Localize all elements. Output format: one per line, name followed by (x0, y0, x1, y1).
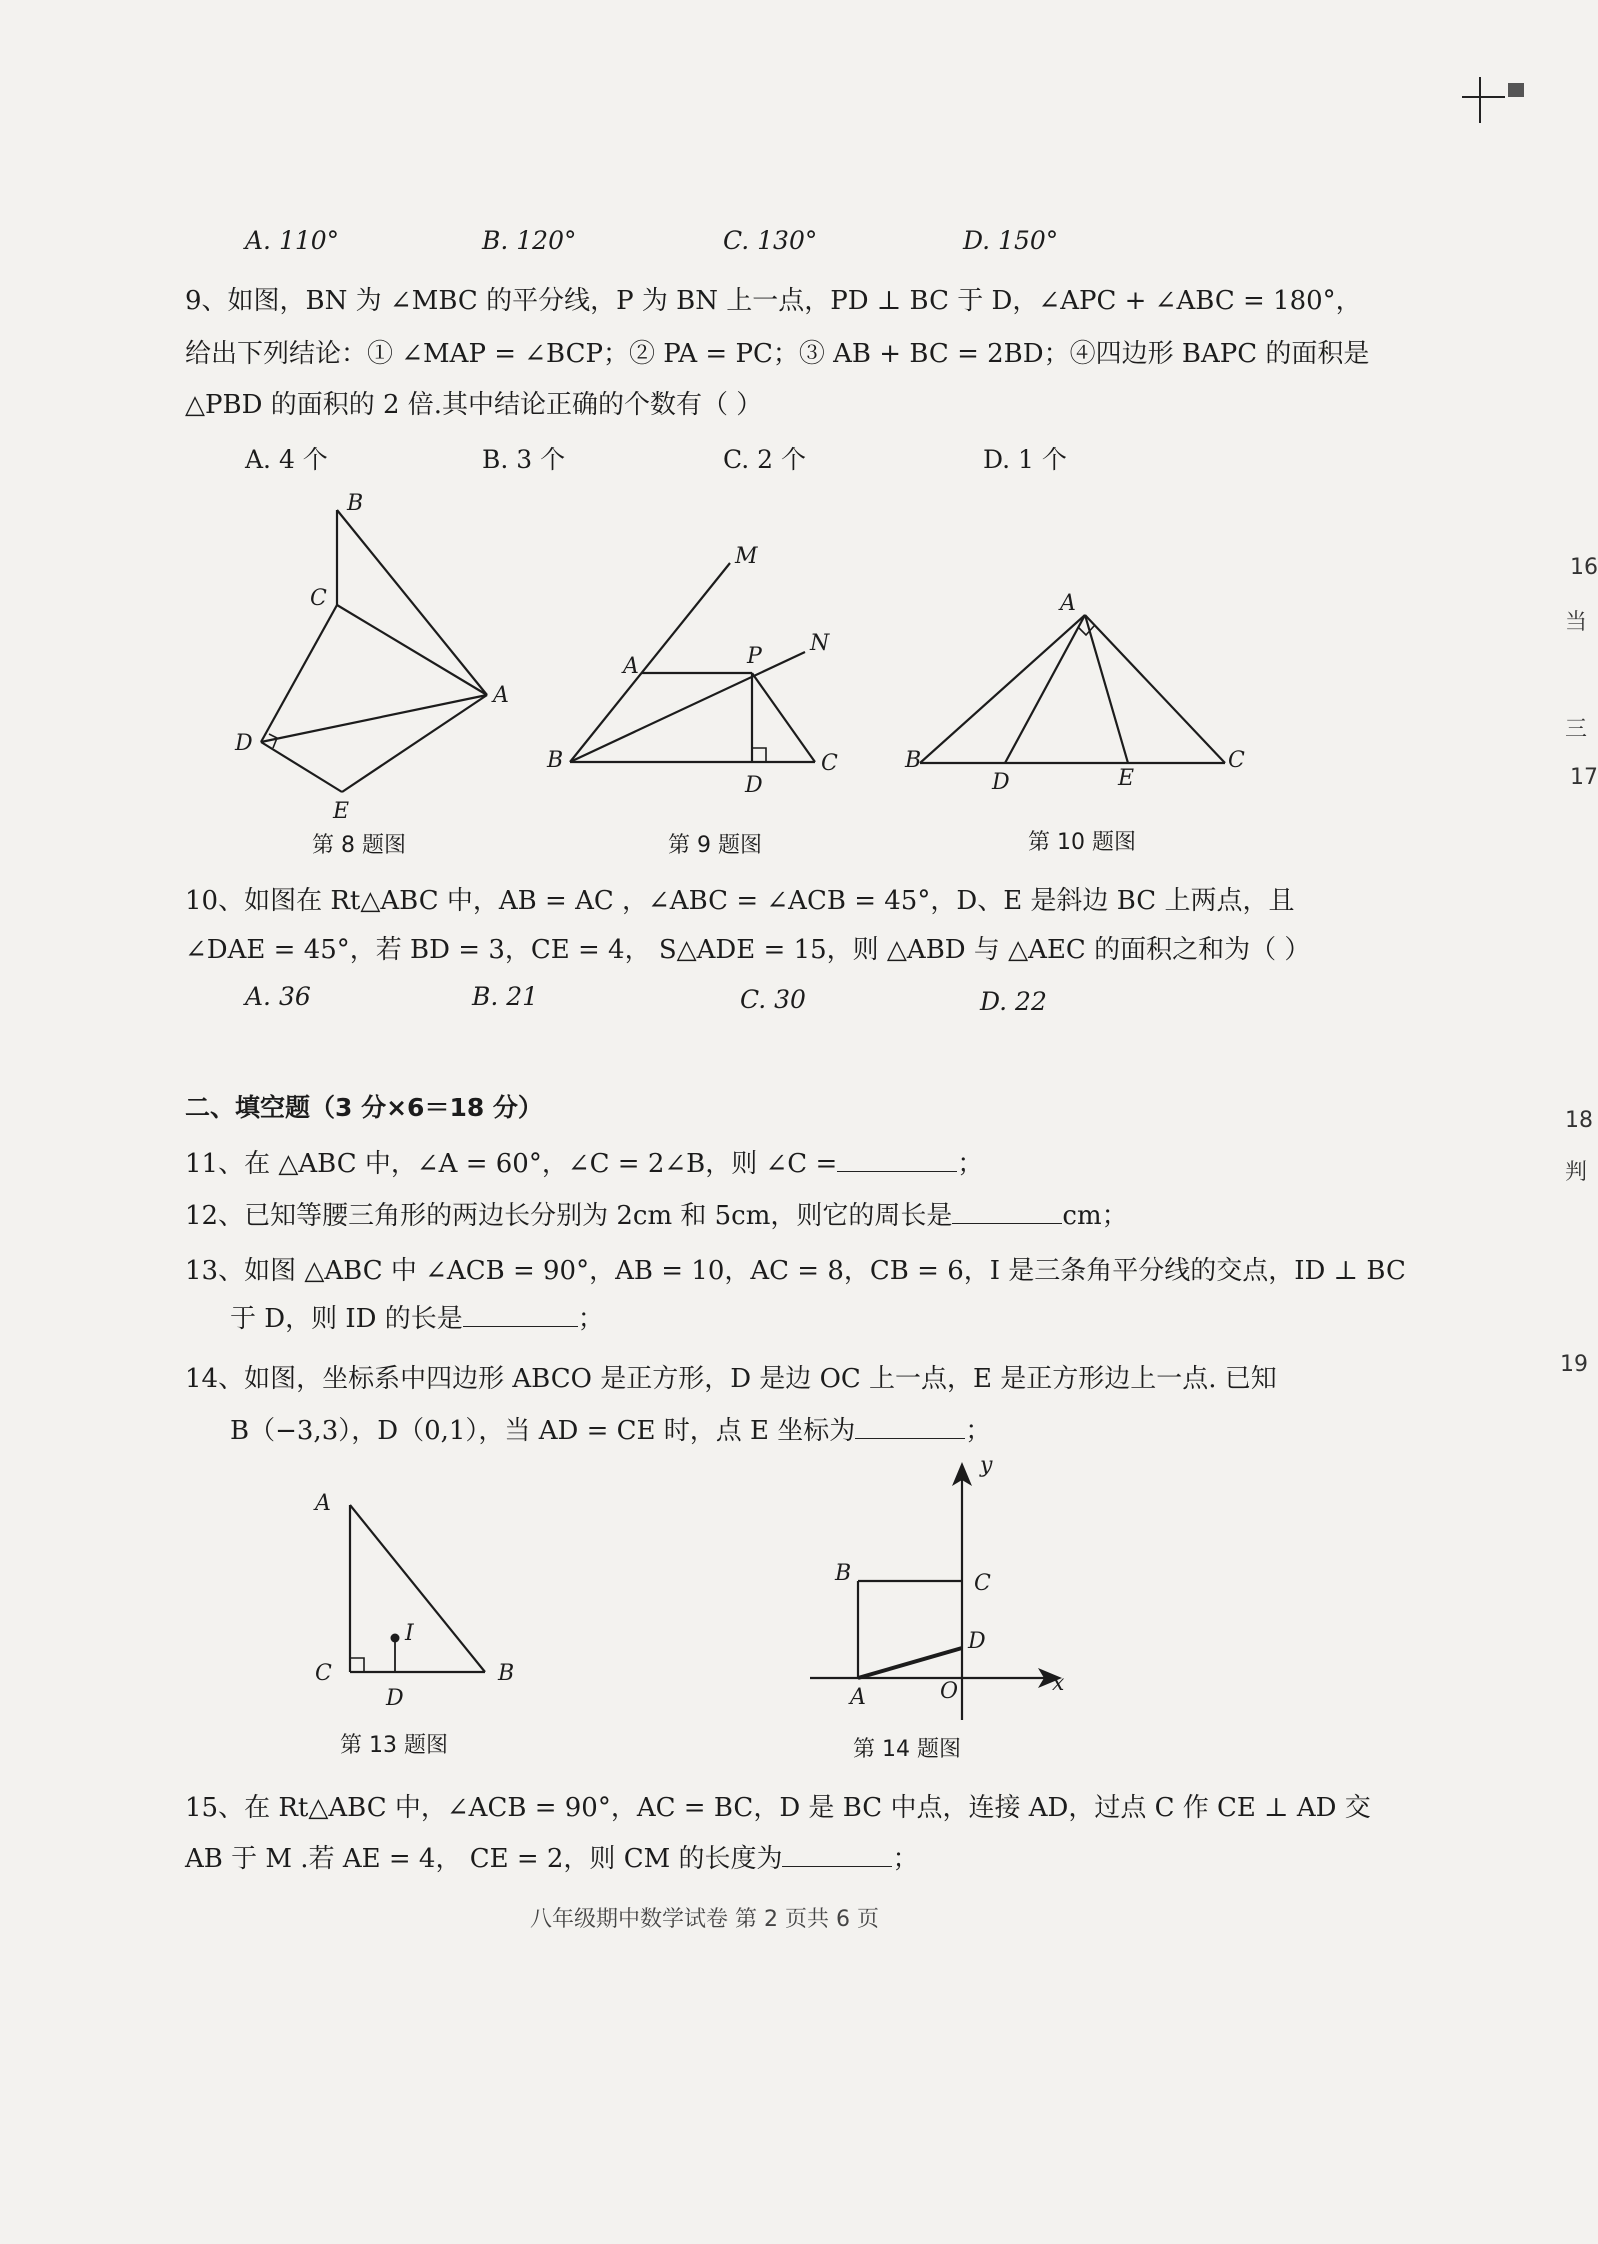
q14-text: B（−3,3），D（0,1），当 AD = CE 时，点 E 坐标为 (230, 1416, 856, 1446)
q11 (185, 1143, 983, 1180)
figure-13 (300, 1480, 540, 1720)
q11-end: ； (957, 1149, 984, 1179)
q14-line-2 (230, 1410, 991, 1447)
q15-line-1: 15、在 Rt△ABC 中，∠ACB = 90°，AC = BC，D 是 BC 中点，连接 AD，过点 C 作 CE ⊥ AD 交 (185, 1793, 1371, 1823)
q10-line-2: ∠DAE = 45°，若 BD = 3，CE = 4， S△ADE = 15，则 △ABD 与 △AEC 的面积之和为（ ） (185, 935, 1311, 965)
q9-option-a: A. 4 个 (245, 445, 328, 474)
fig13-label-c: C (315, 1661, 332, 1686)
fig9-caption: 第 9 题图 (668, 833, 762, 858)
right-edge-fragment-18: 18 (1565, 1108, 1593, 1133)
q8-option-b: B. 120° (482, 226, 577, 255)
fig10-caption: 第 10 题图 (1028, 830, 1136, 855)
q15-answer-blank[interactable] (782, 1844, 892, 1867)
q12-text: 12、已知等腰三角形的两边长分别为 2cm 和 5cm，则它的周长是 (185, 1201, 953, 1231)
q10-option-b: B. 21 (472, 982, 539, 1011)
fig10-label-e: E (1118, 766, 1135, 791)
fig14-caption: 第 14 题图 (853, 1737, 961, 1762)
q13-text: 于 D，则 ID 的长是 (230, 1304, 463, 1334)
q9-line-3: △PBD 的面积的 2 倍.其中结论正确的个数有（ ） (185, 390, 763, 420)
q15-line-2 (185, 1838, 919, 1875)
fig8-label-c: C (310, 586, 327, 611)
fig14-label-o: O (940, 1679, 959, 1704)
q11-text: 11、在 △ABC 中，∠A = 60°，∠C = 2∠B，则 ∠C = (185, 1149, 838, 1179)
fig9-label-c: C (821, 751, 838, 776)
q12 (185, 1195, 1128, 1232)
q10-line-1: 10、如图在 Rt△ABC 中，AB = AC ，∠ABC = ∠ACB = 45°，D、E 是斜边 BC 上两点，且 (185, 886, 1295, 916)
fig9-label-m: M (735, 544, 758, 569)
fig10-label-d: D (992, 770, 1010, 795)
fig9-label-p: P (747, 644, 762, 669)
right-edge-fragment-17: 17 (1570, 765, 1598, 790)
fig8-label-e: E (333, 799, 350, 824)
fig8-label-b: B (347, 491, 364, 516)
q8-option-a: A. 110° (245, 226, 340, 255)
right-edge-fragment-dang: 当 (1565, 610, 1588, 635)
q12-answer-blank[interactable] (952, 1201, 1062, 1224)
q9-line-2: 给出下列结论：① ∠MAP = ∠BCP；② PA = PC；③ AB + BC = 2BD；④四边形 BAPC 的面积是 (185, 339, 1370, 369)
q11-answer-blank[interactable] (837, 1149, 957, 1172)
q8-option-d: D. 150° (963, 226, 1059, 255)
fig9-label-d: D (745, 773, 763, 798)
q13-answer-blank[interactable] (463, 1304, 578, 1327)
right-edge-fragment-19: 19 (1560, 1352, 1588, 1377)
fig13-label-a: A (315, 1491, 331, 1516)
fig9-label-a: A (623, 654, 639, 679)
fig8-caption: 第 8 题图 (312, 833, 406, 858)
section-2-title: 二、填空题（3 分×6＝18 分） (185, 1093, 543, 1122)
fig14-label-x: x (1052, 1671, 1065, 1696)
right-edge-fragment-pan: 判 (1565, 1160, 1588, 1185)
fig8-label-d: D (235, 731, 253, 756)
fig14-label-d: D (968, 1629, 986, 1654)
q13-line-1: 13、如图 △ABC 中 ∠ACB = 90°，AB = 10，AC = 8，CB = 6，I 是三条角平分线的交点，ID ⊥ BC (185, 1256, 1406, 1286)
q10-option-d: D. 22 (980, 987, 1047, 1016)
q8-option-c: C. 130° (723, 226, 818, 255)
fig10-label-b: B (905, 748, 922, 773)
fig8-label-a: A (493, 683, 509, 708)
q10-option-c: C. 30 (740, 985, 806, 1014)
q9-option-b: B. 3 个 (482, 445, 566, 474)
figure-8 (225, 480, 525, 830)
crop-mark (1460, 75, 1530, 135)
q12-end: cm； (1062, 1201, 1128, 1231)
q9-option-c: C. 2 个 (723, 445, 806, 474)
q9-option-d: D. 1 个 (983, 445, 1067, 474)
fig10-label-a: A (1060, 591, 1076, 616)
fig10-label-c: C (1228, 748, 1245, 773)
fig14-label-b: B (835, 1561, 852, 1586)
q15-text: AB 于 M .若 AE = 4， CE = 2，则 CM 的长度为 (185, 1844, 783, 1874)
q14-line-1: 14、如图，坐标系中四边形 ABCO 是正方形，D 是边 OC 上一点，E 是正方形边上一点. 已知 (185, 1364, 1277, 1394)
q13-end: ； (577, 1304, 604, 1334)
fig9-label-n: N (810, 631, 830, 656)
fig13-label-d: D (386, 1686, 404, 1711)
fig9-label-b: B (547, 748, 564, 773)
page-footer: 八年级期中数学试卷 第 2 页共 6 页 (530, 1907, 879, 1932)
figure-14 (800, 1450, 1090, 1730)
q15-end: ； (892, 1844, 919, 1874)
fig14-label-a: A (850, 1685, 866, 1710)
figure-10 (900, 575, 1260, 795)
q9-line-1: 9、如图，BN 为 ∠MBC 的平分线，P 为 BN 上一点，PD ⊥ BC 于 D，∠APC + ∠ABC = 180°， (185, 286, 1362, 316)
fig13-label-i: I (405, 1621, 414, 1646)
q13-line-2 (230, 1298, 604, 1335)
fig14-label-y: y (980, 1453, 993, 1478)
figure-9 (535, 530, 865, 800)
q10-option-a: A. 36 (245, 982, 311, 1011)
fig13-label-b: B (498, 1661, 515, 1686)
fig13-caption: 第 13 题图 (340, 1733, 448, 1758)
q14-end: ； (965, 1416, 992, 1446)
q14-answer-blank[interactable] (855, 1416, 965, 1439)
right-edge-fragment-san: 三 (1565, 717, 1588, 742)
fig14-label-c: C (974, 1571, 991, 1596)
right-edge-fragment-16: 16 (1570, 555, 1598, 580)
